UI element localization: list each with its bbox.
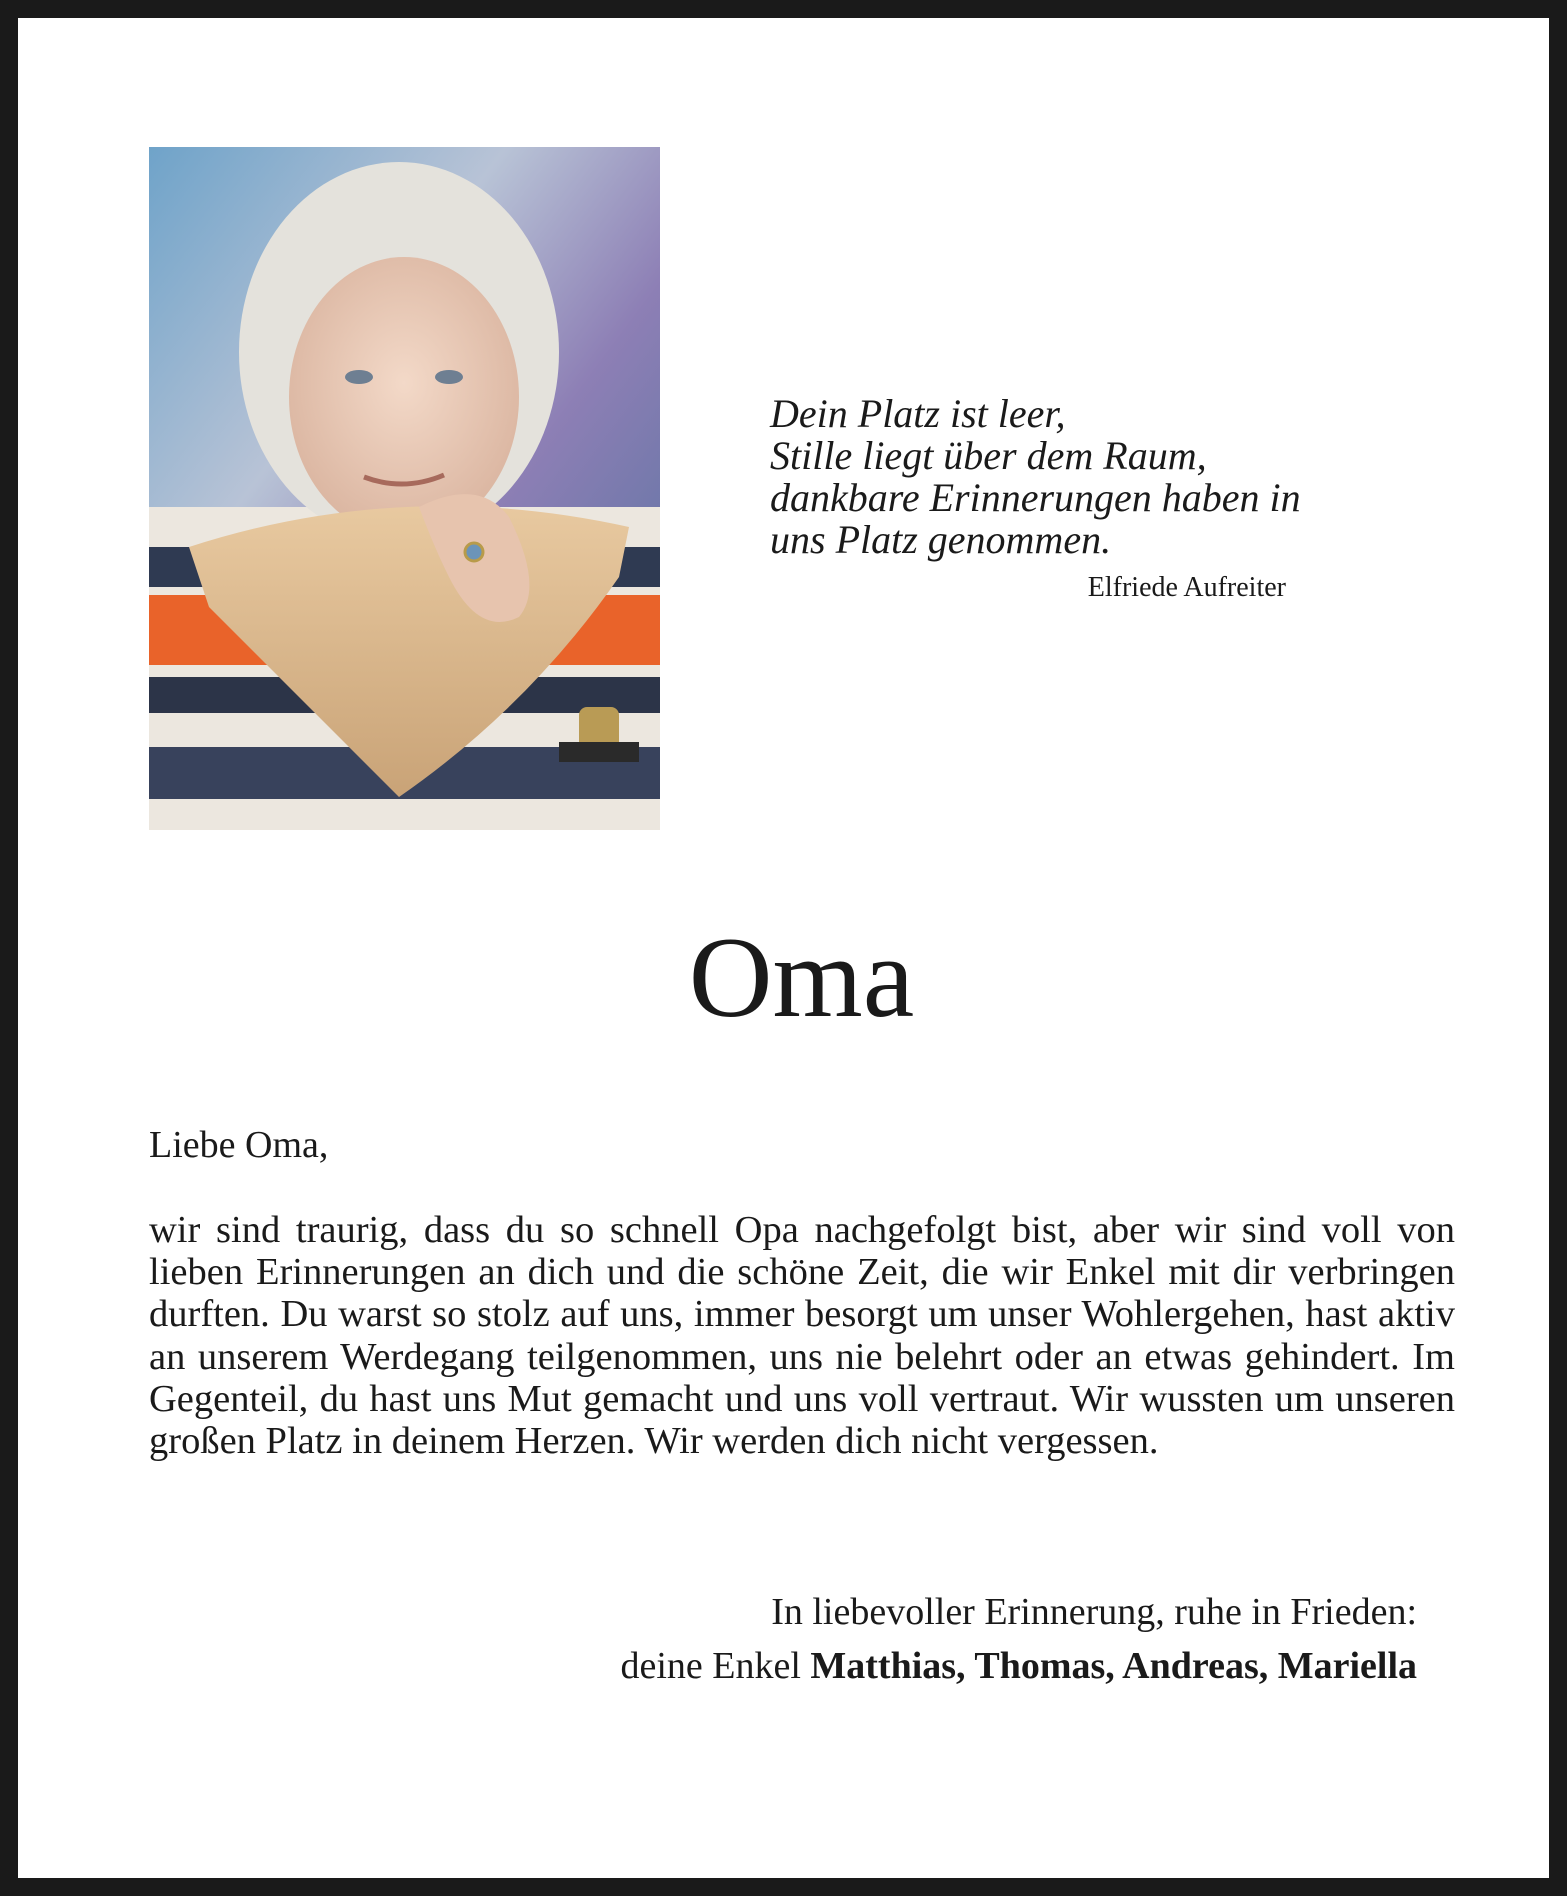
page-title: Oma <box>688 914 915 1042</box>
signature-prefix: deine Enkel <box>620 1645 811 1687</box>
portrait-photo <box>149 147 660 830</box>
letter-salutation: Liebe Oma, <box>149 1124 329 1166</box>
poem-author: Elfriede Aufreiter <box>1087 572 1286 603</box>
memorial-poem <box>770 393 1330 605</box>
poem-line: uns Platz genommen. <box>770 517 1112 562</box>
closing-block <box>620 1585 1417 1693</box>
grandchildren-names: Matthias, Thomas, Andreas, Mariella <box>810 1645 1417 1687</box>
signature-line <box>620 1639 1417 1693</box>
letter-body: wir sind traurig, dass du so schnell Opa nachgefolgt bist, aber wir sind voll von lieben Erinnerungen an dich und die schöne Zeit, die wir Enkel mit dir verbringen durften. Du warst so stolz auf uns, immer besorgt um unser Wohlergehen, hast aktiv an unserem Werdegang teilgenommen, uns nie belehrt oder an etwas gehindert. Im Gegenteil, du hast uns Mut gemacht und uns voll vertraut. Wir wussten um unseren großen Platz in deinem Herzen. Wir werden dich nicht vergessen. <box>149 1209 1455 1463</box>
poem-line: Dein Platz ist leer, <box>770 391 1066 436</box>
portrait-illustration <box>149 147 660 830</box>
poem-line: dankbare Erinnerungen haben in <box>770 475 1301 520</box>
closing-line: In liebevoller Erinnerung, ruhe in Frieden: <box>771 1591 1417 1633</box>
poem-line: Stille liegt über dem Raum, <box>770 433 1207 478</box>
